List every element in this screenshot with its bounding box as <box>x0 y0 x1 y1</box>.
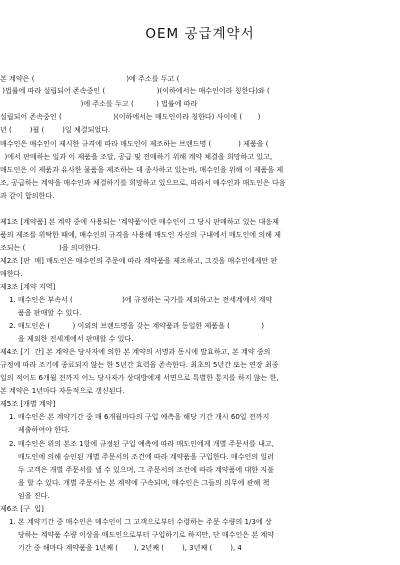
body-line: )에 주소를 두고 ( ) 법률에 따라 <box>0 99 198 108</box>
article-1-line: 제1조 [계약품] 본 계약 중에 사용되는 '계약품'이란 매수인이 그 당시 판매하고 있는 대응제 <box>0 217 279 226</box>
body-line: 매한다. <box>0 269 23 278</box>
body-line: 조되는 ( )을 의미한다. <box>0 243 101 252</box>
article-6-heading: 제6조 [구 입] <box>0 504 44 513</box>
body-line: 매도인은 이 제품과 유사한 물품을 제조하는 데 종사하고 있는바, 매수인을 위해 이 제품을 제 <box>0 165 284 174</box>
article-2-line: 제2조 [판 매] 매도인은 매수인의 주문에 따라 계약품을 제조하고, 그것을 매수인에게만 판 <box>0 256 278 265</box>
list-item: 1. 본 계약기간 중 매수인은 매수인이 그 고객으로부터 수령하는 주문 수량의 1/3에 상 <box>0 517 272 526</box>
body-line: 본 계약은 ( )에 주소를 두고 ( <box>0 74 180 83</box>
body-line: 품을 판매할 수 있다. <box>0 308 82 317</box>
body-line: 매도인에 의해 승인된 개별 주문서의 조건에 따라 계약품을 구입한다. 매수인의 일러 <box>0 452 275 461</box>
body-line: 년 ( )월 ( )일 체결되었다. <box>0 125 111 134</box>
list-item: 2. 매수인은 위의 본조 1항에 규정된 구입 예측에 따라 매도인에게 개별 주문서를 내고, <box>0 439 274 448</box>
document-title: OEM 공급계약서 <box>145 26 255 42</box>
list-item: 2. 매도인은 ( ) 이외의 브랜드명을 갖는 계약품과 동일한 제품을 ( ) <box>0 321 264 330</box>
body-line: 임을 진다. <box>0 491 50 500</box>
body-line: 을 할 수 있다. 개별 주문서는 본 계약에 구속되며, 매수인은 그들의 의무에 관해 책 <box>0 478 270 487</box>
body-line: )법률에 따라 설립되어 존속중인 ( )(이하에서는 매수인이라 칭한다)와 ( <box>0 86 270 95</box>
body-line: 매수인은 매수인이 제시한 규격에 따라 매도인이 제조하는 브랜드명 ( ) 제품을 ( <box>0 139 269 148</box>
body-line: )에서 판매하는 일과 이 제품을 조달, 공급 및 전매하기 위해 계약 체결을 희망하고 있고, <box>0 152 273 161</box>
body-line: 품의 제조를 위탁한 때에, 매수인의 규격을 사용해 매도인 자신의 구내에서 매도인에 의해 제 <box>0 230 281 239</box>
body-line: 제출하여야 한다. <box>0 425 71 434</box>
body-line: 일의 적어도 6개월 전까지 어느 당사자가 상대방에게 서면으로 특별한 통지를 하지 않는 한, <box>0 373 279 382</box>
body-line: 조, 공급하는 계약을 매수인과 체결하기를 희망하고 있으므로, 따라서 매수인과 매도인은 다음 <box>0 178 286 187</box>
body-line: 을 제외한 전세계에서 판매할 수 있다. <box>0 334 134 343</box>
article-5-heading: 제5조 [개별 계약] <box>0 399 56 408</box>
list-item: 1. 매수인은 본 계약기간 중 매 6개월마다의 구입 예측을 해당 기간 개시 60일 전까지 <box>0 412 270 421</box>
article-4-line: 제4조 [기 간] 본 계약은 당사자에 의한 본 계약의 서명과 동시에 발효하고, 본 계약 중의 <box>0 347 271 356</box>
article-3-heading: 제3조 [계약 지역] <box>0 282 56 291</box>
body-line: 당하는 계약품 수량 이상을 매도인으로부터 구입하기로 하지만, 단 매수인은 본 계약 <box>0 530 275 539</box>
body-line: 본 계약은 1년마다 자동적으로 갱신된다. <box>0 386 125 395</box>
body-line: 두 고객은 개별 주문서를 낼 수 있으며, 그 주문서의 조건에 따라 계약품에 대한 지불 <box>0 465 274 474</box>
list-item: 1. 매수인은 부속서 ( )에 규정하는 국가를 제외하고는 전세계에서 계약 <box>0 295 273 304</box>
body-line: 기간 중 해마다 계약품을 1년째 ( ), 2년째 ( ), 3년째 ( ), 4 <box>0 543 242 552</box>
body-line: 과 같이 합의한다. <box>0 191 55 200</box>
body-line: 규정에 따라 조기에 종료되지 않는 한 5년간 효력을 존속한다. 최초의 5년간 또는 연장 최종 <box>0 360 279 369</box>
body-line: 설립되어 존속중인 ( )(이하에서는 매도인이라 칭한다) 사이에 ( ) <box>0 112 261 121</box>
